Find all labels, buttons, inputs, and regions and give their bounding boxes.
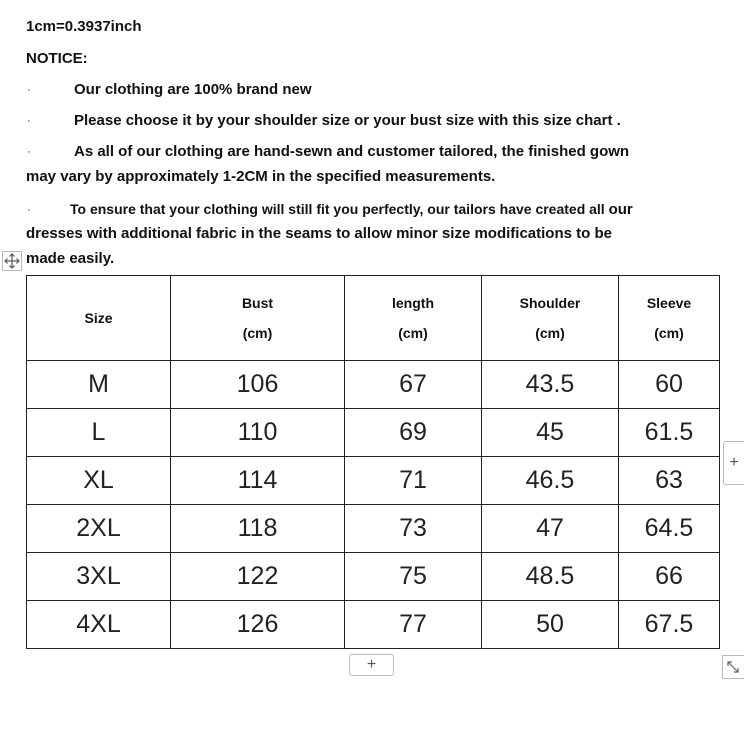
cell-sleeve: 61.5 [619, 409, 720, 457]
cell-bust: 110 [171, 409, 345, 457]
cell-length: 73 [345, 505, 482, 553]
cell-shoulder: 48.5 [482, 553, 619, 601]
move-arrows-icon [3, 252, 21, 270]
plus-icon: + [366, 656, 377, 673]
notice-item-2: Please choose it by your shoulder size or your bust size with this size chart . [74, 112, 621, 129]
header-bust-label: Bust [241, 295, 274, 311]
table-row [27, 409, 720, 457]
cell-shoulder: 47 [482, 505, 619, 553]
cell-length: 77 [345, 601, 482, 649]
cell-length: 69 [345, 409, 482, 457]
table-header-row [27, 276, 720, 361]
header-shoulder [482, 276, 619, 361]
table-row [27, 505, 720, 553]
header-size-label: Size [84, 310, 113, 326]
cell-size: L [27, 409, 171, 457]
table-move-handle[interactable] [2, 251, 22, 271]
header-unit: (cm) [398, 325, 428, 341]
bullet: · [27, 115, 31, 127]
table-row [27, 361, 720, 409]
header-length [345, 276, 482, 361]
cell-length: 75 [345, 553, 482, 601]
cell-bust: 114 [171, 457, 345, 505]
table-row [27, 553, 720, 601]
cell-shoulder: 45 [482, 409, 619, 457]
cell-length: 71 [345, 457, 482, 505]
cell-size: M [27, 361, 171, 409]
add-row-button[interactable] [349, 654, 394, 676]
conversion-note: 1cm=0.3937inch [26, 18, 142, 35]
header-unit: (cm) [242, 325, 273, 341]
header-length-label: length [392, 295, 434, 311]
cell-size: XL [27, 457, 171, 505]
notice-item-4-text: To ensure that your clothing will still fit you perfectly, our tailors have created all [70, 201, 605, 217]
cell-bust: 126 [171, 601, 345, 649]
cell-sleeve: 64.5 [619, 505, 720, 553]
cell-shoulder: 50 [482, 601, 619, 649]
bullet: · [27, 204, 31, 216]
notice-item-4-emphasis: our [608, 201, 633, 218]
cell-shoulder: 46.5 [482, 457, 619, 505]
table-row [27, 457, 720, 505]
table-resize-handle[interactable] [722, 655, 744, 679]
cell-size: 4XL [27, 601, 171, 649]
notice-item-4-line-2: dresses with additional fabric in the seams to allow minor size modifications to be [26, 225, 612, 242]
cell-size: 3XL [27, 553, 171, 601]
cell-sleeve: 66 [619, 553, 720, 601]
cell-length: 67 [345, 361, 482, 409]
header-unit: (cm) [654, 325, 684, 341]
cell-size: 2XL [27, 505, 171, 553]
header-shoulder-label: Shoulder [519, 295, 581, 311]
cell-sleeve: 60 [619, 361, 720, 409]
cell-sleeve: 67.5 [619, 601, 720, 649]
size-chart-table [26, 275, 720, 649]
notice-item-4-line-1 [70, 201, 633, 218]
header-bust [171, 276, 345, 361]
notice-item-3-line-2: may vary by approximately 1-2CM in the specified measurements. [26, 168, 496, 185]
cell-bust: 122 [171, 553, 345, 601]
cell-sleeve: 63 [619, 457, 720, 505]
notice-item-3-line-1: As all of our clothing are hand-sewn and customer tailored, the finished gown [74, 143, 630, 160]
cell-bust: 118 [171, 505, 345, 553]
header-size [27, 276, 171, 361]
header-sleeve-label: Sleeve [646, 295, 692, 311]
cell-shoulder: 43.5 [482, 361, 619, 409]
notice-label: NOTICE: [26, 50, 88, 67]
table-row [27, 601, 720, 649]
bullet: · [27, 146, 31, 158]
plus-icon: + [729, 454, 739, 471]
add-column-button[interactable] [723, 441, 744, 485]
notice-item-4-line-3: made easily. [26, 250, 115, 267]
resize-diagonal-icon [723, 656, 743, 678]
bullet: · [27, 84, 31, 96]
cell-bust: 106 [171, 361, 345, 409]
header-unit: (cm) [535, 325, 565, 341]
notice-item-1: Our clothing are 100% brand new [74, 81, 312, 98]
header-sleeve [619, 276, 720, 361]
